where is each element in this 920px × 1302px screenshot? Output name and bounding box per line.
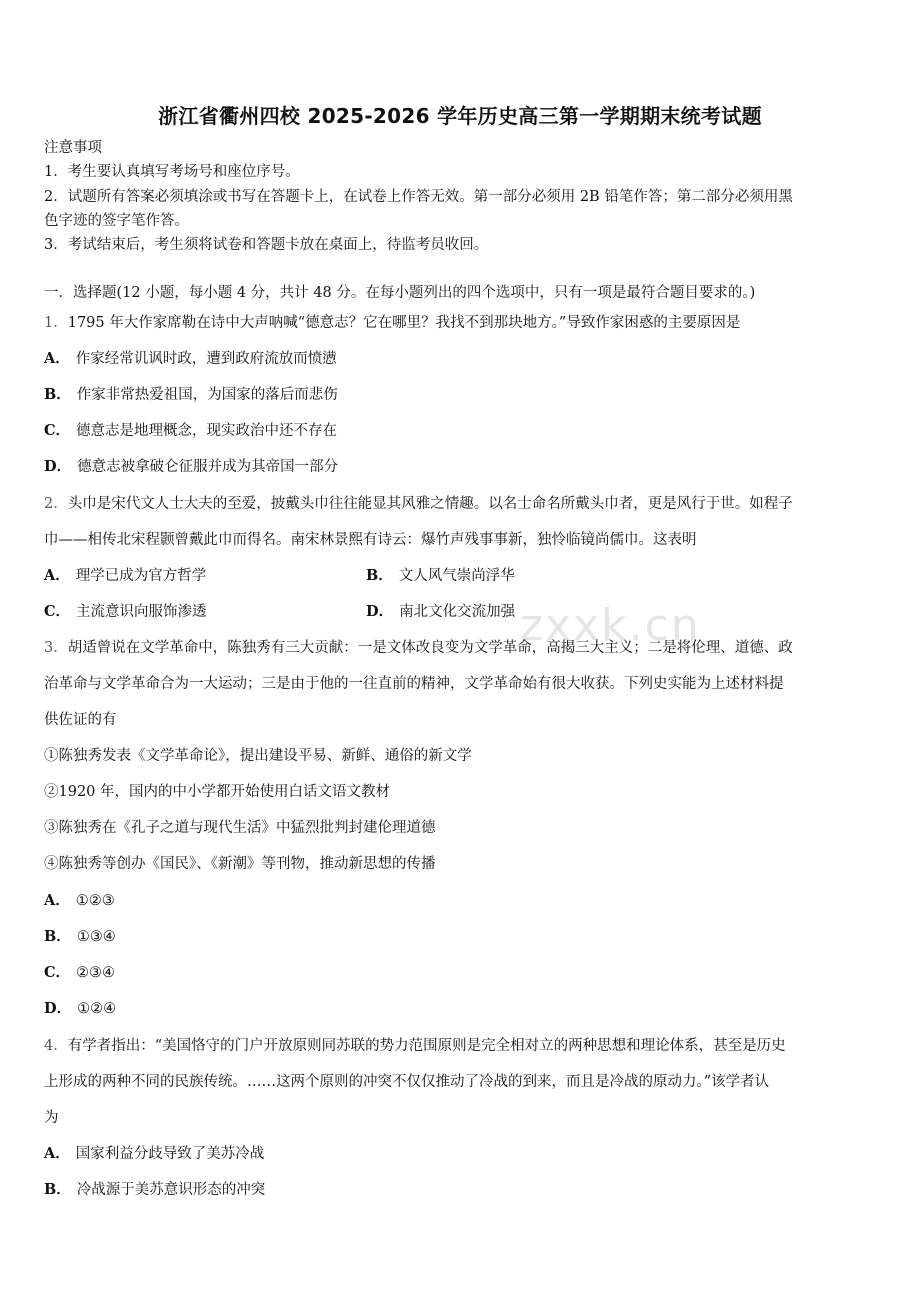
option-label: A． bbox=[44, 1145, 70, 1162]
option-label: C． bbox=[44, 422, 71, 439]
option-d[interactable] bbox=[44, 457, 338, 477]
option-label: B． bbox=[366, 567, 393, 584]
option-a[interactable] bbox=[44, 891, 115, 911]
option-label: B． bbox=[44, 1181, 71, 1198]
notice-item: 2．试题所有答案必须填涂或书写在答题卡上，在试卷上作答无效。第一部分必须用 2B 铅笔作答；第二部分必须用黑 bbox=[44, 189, 793, 205]
option-text: 德意志被拿破仑征服并成为其帝国一部分 bbox=[77, 459, 339, 475]
option-text: 南北文化交流加强 bbox=[399, 604, 516, 620]
option-text: 国家利益分歧导致了美苏冷战 bbox=[75, 1146, 265, 1162]
option-label: A． bbox=[44, 892, 70, 909]
question-4-stem bbox=[44, 1036, 786, 1056]
statement-item: ①陈独秀发表《文学革命论》，提出建设平易、新鲜、通俗的新文学 bbox=[44, 748, 472, 764]
question-text: 1795 年大作家席勒在诗中大声呐喊“德意志？它在哪里？我找不到那块地方。”导致作家困惑的主要原因是 bbox=[67, 315, 741, 331]
question-text: 头巾是宋代文人士大夫的至爱，披戴头巾往往能显其风雅之情趣。以名士命名所戴头巾者，更是风行于世。如程子 bbox=[67, 496, 793, 512]
notice-item: 1．考生要认真填写考场号和座位序号。 bbox=[44, 164, 300, 180]
question-text: 胡适曾说在文学革命中，陈独秀有三大贡献：一是文体改良变为文学革命，高揭三大主义；二是将伦理、道德、政 bbox=[67, 640, 793, 656]
option-b[interactable] bbox=[366, 566, 515, 586]
statement-item: ④陈独秀等创办《国民》、《新潮》等刊物，推动新思想的传播 bbox=[44, 856, 436, 872]
question-number: 1． bbox=[44, 315, 68, 331]
option-b[interactable] bbox=[44, 385, 338, 405]
statement-item: ③陈独秀在《孔子之道与现代生活》中猛烈批判封建伦理道德 bbox=[44, 820, 436, 836]
section-heading: 一．选择题(12 小题，每小题 4 分，共计 48 分。在每小题列出的四个选项中，只有一项是最符合题目要求的。) bbox=[44, 285, 756, 301]
option-text: ①③④ bbox=[76, 929, 116, 945]
option-label: A． bbox=[44, 567, 70, 584]
option-d[interactable] bbox=[44, 999, 116, 1019]
option-text: ②③④ bbox=[76, 965, 116, 981]
question-number: 2． bbox=[44, 496, 68, 512]
option-label: D． bbox=[44, 1000, 72, 1017]
option-text: 德意志是地理概念，现实政治中还不存在 bbox=[76, 423, 338, 439]
option-label: C． bbox=[44, 603, 71, 620]
option-label: B． bbox=[44, 928, 71, 945]
statement-item: ②1920 年，国内的中小学都开始使用白话文语文教材 bbox=[44, 784, 391, 800]
option-b[interactable] bbox=[44, 1180, 265, 1200]
question-2-stem-cont: 巾——相传北宋程颢曾戴此巾而得名。南宋林景熙有诗云：爆竹声残事事新，独怜临镜尚儒巾。这表明 bbox=[44, 532, 697, 548]
option-a[interactable] bbox=[44, 349, 337, 369]
notice-item: 3．考试结束后，考生须将试卷和答题卡放在桌面上，待监考员收回。 bbox=[44, 237, 489, 253]
option-text: ①②③ bbox=[75, 893, 115, 909]
option-text: ①②④ bbox=[77, 1001, 117, 1017]
option-text: 理学已成为官方哲学 bbox=[75, 568, 207, 584]
option-text: 冷战源于美苏意识形态的冲突 bbox=[76, 1182, 266, 1198]
notice-item: 色字迹的签字笔作答。 bbox=[44, 213, 189, 229]
question-2-stem bbox=[44, 494, 793, 514]
option-label: D． bbox=[44, 458, 72, 475]
option-d[interactable] bbox=[366, 602, 515, 622]
watermark: zxxk.cn bbox=[520, 600, 701, 651]
question-3-stem bbox=[44, 638, 793, 658]
option-text: 作家经常讥讽时政，遭到政府流放而愤懑 bbox=[75, 351, 337, 367]
question-number: 4． bbox=[44, 1038, 68, 1054]
question-text: 有学者指出：“美国恪守的门户开放原则同苏联的势力范围原则是完全相对立的两种思想和理论体系，甚至是历史 bbox=[67, 1038, 786, 1054]
option-label: C． bbox=[44, 964, 71, 981]
option-c[interactable] bbox=[44, 602, 207, 622]
option-b[interactable] bbox=[44, 927, 116, 947]
option-label: A． bbox=[44, 350, 70, 367]
question-number: 3． bbox=[44, 640, 68, 656]
option-a[interactable] bbox=[44, 1144, 264, 1164]
option-text: 文人风气崇尚浮华 bbox=[398, 568, 515, 584]
notice-heading: 注意事项 bbox=[44, 140, 102, 156]
question-3-stem-cont: 治革命与文学革命合为一大运动；三是由于他的一往直前的精神，文学革命始有很大收获。下列史实能为上述材料提 bbox=[44, 676, 784, 692]
option-label: B． bbox=[44, 386, 71, 403]
question-1-stem bbox=[44, 313, 740, 333]
question-4-stem-cont: 为 bbox=[44, 1110, 59, 1126]
option-text: 作家非常热爱祖国，为国家的落后而悲伤 bbox=[76, 387, 338, 403]
option-label: D． bbox=[366, 603, 394, 620]
question-4-stem-cont: 上形成的两种不同的民族传统。……这两个原则的冲突不仅仅推动了冷战的到来，而且是冷战的原动力。”该学者认 bbox=[44, 1074, 770, 1090]
question-3-stem-cont: 供佐证的有 bbox=[44, 712, 117, 728]
option-c[interactable] bbox=[44, 421, 337, 441]
page-title: 浙江省衢州四校 2025-2026 学年历史高三第一学期期末统考试题 bbox=[158, 104, 762, 128]
option-text: 主流意识向服饰渗透 bbox=[76, 604, 207, 620]
option-c[interactable] bbox=[44, 963, 115, 983]
option-a[interactable] bbox=[44, 566, 206, 586]
